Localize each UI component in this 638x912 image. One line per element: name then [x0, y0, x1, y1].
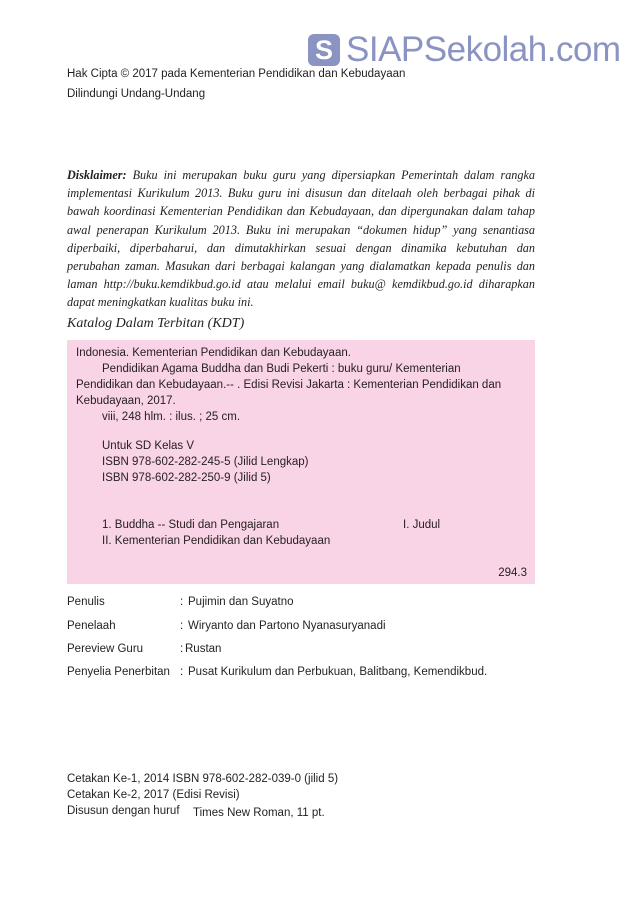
credit-colon: : — [180, 643, 184, 655]
kdt-title: Katalog Dalam Terbitan (KDT) — [67, 316, 245, 331]
font-info-value: Times New Roman, 11 pt. — [193, 807, 325, 819]
font-info-label: Disusun dengan huruf — [67, 805, 180, 817]
watermark-badge-icon: S — [308, 34, 340, 66]
credit-colon: : — [180, 666, 184, 678]
credit-colon: : — [180, 596, 184, 608]
kdt-subject-title: I. Judul — [403, 519, 441, 531]
protected-notice: Dilindungi Undang-Undang — [67, 88, 206, 100]
credit-label: Pereview Guru — [67, 643, 144, 655]
credit-value: Pujimin dan Suyatno — [188, 596, 294, 608]
print-info-1: Cetakan Ke-1, 2014 ISBN 978-602-282-039-0 (jilid 5) — [67, 773, 339, 785]
kdt-isbn: ISBN 978-602-282-245-5 (Jilid Lengkap) — [102, 456, 309, 468]
credit-colon: : — [180, 620, 184, 632]
credit-value: Wiryanto dan Partono Nyanasuryanadi — [188, 620, 386, 632]
kdt-physical-description: viii, 248 hlm. : ilus. ; 25 cm. — [102, 411, 241, 423]
credit-label: Penulis — [67, 596, 105, 608]
kdt-line: Pendidikan Agama Buddha dan Budi Pekerti : buku guru/ Kementerian — [102, 363, 461, 375]
kdt-classification: 294.3 — [498, 567, 527, 579]
kdt-line: Indonesia. Kementerian Pendidikan dan Kebudayaan. — [76, 347, 351, 359]
kdt-subject: 1. Buddha -- Studi dan Pengajaran — [102, 519, 280, 531]
credit-value: Rustan — [185, 643, 222, 655]
print-info-2: Cetakan Ke-2, 2017 (Edisi Revisi) — [67, 789, 240, 801]
kdt-box — [67, 340, 535, 584]
credit-value: Pusat Kurikulum dan Perbukuan, Balitbang, Kemendikbud. — [188, 666, 488, 678]
watermark-text: SIAPSekolah.com — [346, 30, 621, 69]
kdt-line: Kebudayaan, 2017. — [76, 395, 176, 407]
credit-label: Penyelia Penerbitan — [67, 666, 170, 678]
kdt-level: Untuk SD Kelas V — [102, 440, 195, 452]
copyright-notice: Hak Cipta © 2017 pada Kementerian Pendidikan dan Kebudayaan — [67, 68, 406, 80]
credit-label: Penelaah — [67, 620, 116, 632]
disclaimer-paragraph — [67, 166, 535, 312]
kdt-subject: II. Kementerian Pendidikan dan Kebudayaan — [102, 535, 331, 547]
kdt-isbn: ISBN 978-602-282-250-9 (Jilid 5) — [102, 472, 271, 484]
kdt-line: Pendidikan dan Kebudayaan.-- . Edisi Revisi Jakarta : Kementerian Pendidikan dan — [76, 379, 502, 391]
disclaimer-text: Buku ini merupakan buku guru yang dipersiapkan Pemerintah dalam rangka implementasi Kurikulum 2013. Buku guru ini disusun dan ditelaah oleh berbagai pihak di bawah koordinasi Kementerian Pendidikan dan Kebudayaan, dan dipergunakan dalam tahap awal penerapan Kurikulum 2013. Buku ini merupakan “dokumen hidup” yang senantiasa diperbaiki, diperbaharui, dan dimutakhirkan sesuai dengan dinamika kebutuhan dan perubahan zaman. Masukan dari berbagai kalangan yang dialamatkan kepada penulis dan laman http://buku.kemdikbud.go.id atau melalui email buku@ kemdikbud.go.id diharapkan dapat meningkatkan kualitas buku ini. — [67, 168, 535, 310]
disclaimer-label: Disklaimer: — [67, 168, 127, 182]
